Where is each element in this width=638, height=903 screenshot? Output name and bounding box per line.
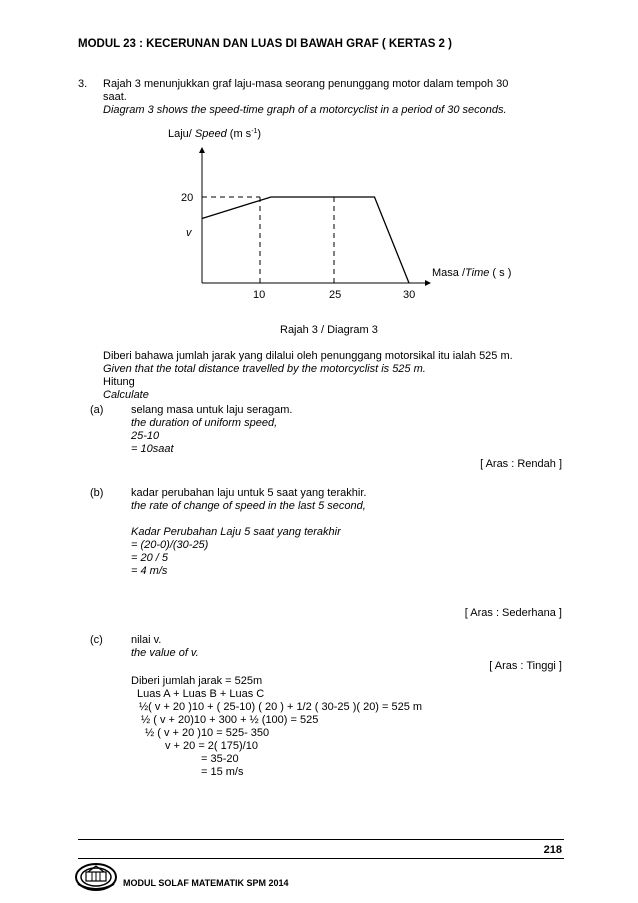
diagram-caption: Rajah 3 / Diagram 3: [280, 324, 378, 336]
series-line: [202, 197, 409, 283]
question-number: 3.: [78, 78, 88, 90]
part-c-en: the value of v.: [131, 647, 199, 659]
given-ms: Diberi bahawa jumlah jarak yang dilalui oleh penunggang motorsikal itu ialah 525 m.: [103, 350, 513, 362]
intro-en: Diagram 3 shows the speed-time graph of a motorcyclist in a period of 30 seconds.: [103, 104, 507, 116]
y-tick-20: 20: [181, 192, 194, 204]
part-a-label: (a): [90, 404, 104, 416]
speed-time-graph: [0, 0, 638, 330]
x-tick-25: 25: [329, 289, 342, 301]
part-b-work3: = 4 m/s: [131, 565, 168, 577]
part-c-work1: Diberi jumlah jarak = 525m: [131, 675, 263, 687]
part-c-work7: = 35-20: [201, 753, 239, 765]
x-tick-10: 10: [253, 289, 266, 301]
footer-rule-2: [78, 858, 564, 859]
footer-rule: [78, 839, 564, 840]
part-b-label: (b): [90, 487, 104, 499]
part-c-work3: ½( v + 20 )10 + ( 25-10) ( 20 ) + 1/2 ( 30-25 )( 20) = 525 m: [139, 701, 423, 713]
x-axis-label: Masa /Time ( s ): [432, 267, 512, 279]
page-number: 218: [543, 844, 562, 856]
part-a-work2: = 10saat: [131, 443, 174, 455]
part-c-work6: v + 20 = 2( 175)/10: [165, 740, 258, 752]
intro-ms-line2: saat.: [103, 91, 127, 103]
part-a-en: the duration of uniform speed,: [131, 417, 278, 429]
part-b-level: [ Aras : Sederhana ]: [464, 607, 562, 619]
part-a-level: [ Aras : Rendah ]: [480, 458, 562, 470]
part-b-heading: Kadar Perubahan Laju 5 saat yang terakhir: [131, 526, 341, 538]
part-c-label: (c): [90, 634, 103, 646]
part-c-work4: ½ ( v + 20)10 + 300 + ½ (100) = 525: [141, 714, 319, 726]
y-tick-v: v: [186, 227, 192, 239]
part-b-ms: kadar perubahan laju untuk 5 saat yang terakhir.: [131, 487, 367, 499]
part-c-work2: Luas A + Luas B + Luas C: [137, 688, 265, 700]
intro-ms-line1: Rajah 3 menunjukkan graf laju-masa seorang penunggang motor dalam tempoh 30: [103, 78, 509, 90]
part-c-work5: ½ ( v + 20 )10 = 525- 350: [145, 727, 270, 739]
part-c-work8: = 15 m/s: [201, 766, 244, 778]
part-c-ms: nilai v.: [131, 634, 162, 646]
part-b-work1: = (20-0)/(30-25): [131, 539, 209, 551]
hitung: Hitung: [103, 376, 135, 388]
part-b-work2: = 20 / 5: [131, 552, 169, 564]
calculate: Calculate: [103, 389, 149, 401]
crest-logo: [74, 858, 118, 892]
part-a-work1: 25-10: [131, 430, 160, 442]
page-header: MODUL 23 : KECERUNAN DAN LUAS DI BAWAH GRAF ( KERTAS 2 ): [78, 38, 452, 50]
footer-module: MODUL SOLAF MATEMATIK SPM 2014: [123, 878, 289, 888]
given-en: Given that the total distance travelled by the motorcyclist is 525 m.: [103, 363, 426, 375]
part-a-ms: selang masa untuk laju seragam.: [131, 404, 293, 416]
x-tick-30: 30: [403, 289, 416, 301]
part-c-level: [ Aras : Tinggi ]: [489, 660, 562, 672]
part-b-en: the rate of change of speed in the last 5 second,: [131, 500, 366, 512]
y-axis-label: Laju/ Speed (m $s^{-1}$): [168, 128, 262, 140]
